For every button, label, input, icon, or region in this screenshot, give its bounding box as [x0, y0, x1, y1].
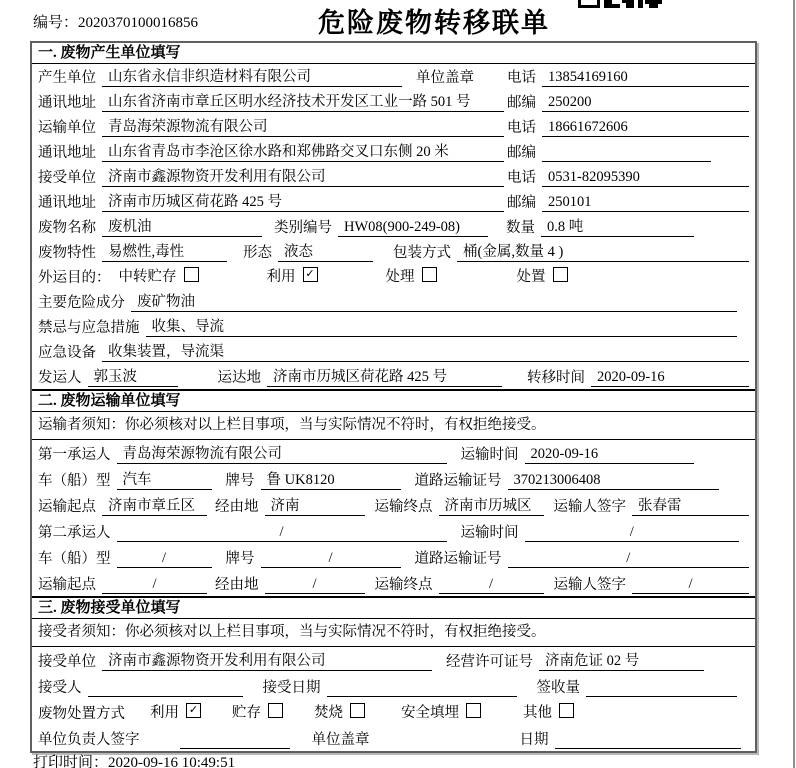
- transport-time-2-value: /: [525, 523, 740, 542]
- transport-address-label: 通讯地址: [38, 145, 96, 161]
- main-hazardous-components-label: 主要危险成分: [38, 295, 125, 311]
- row-producer-address: [32, 89, 755, 114]
- option-label: 焚烧: [314, 705, 343, 721]
- receiver-phone-group: [507, 166, 749, 187]
- unit-seal-label: 单位盖章: [416, 70, 474, 86]
- row-receiver-unit: [32, 164, 755, 189]
- receiver-person-label: 接受人: [38, 680, 82, 696]
- row-consignor: [32, 364, 755, 389]
- print-timestamp-value: 2020-09-16 10:49:51: [108, 755, 236, 768]
- qr-finder-pattern: [578, 0, 600, 8]
- checkbox-unchecked-icon: [422, 267, 437, 282]
- unit-seal-label: 单位盖章: [311, 732, 370, 748]
- road-permit-2-value: /: [508, 549, 750, 568]
- producer-postcode-group: [507, 91, 749, 112]
- purpose-option-utilize: [267, 267, 318, 287]
- checkbox-unchecked-icon: [350, 703, 365, 718]
- transport-phone-value: 18661672606: [542, 118, 749, 137]
- transport-time-label: 运输时间: [460, 447, 519, 463]
- option-label: 贮存: [232, 705, 261, 721]
- postcode-label: 邮编: [507, 195, 536, 211]
- section2-title: 二. 废物运输单位填写: [32, 389, 755, 412]
- producer-unit-label: 产生单位: [38, 70, 96, 86]
- consignor-label: 发运人: [38, 370, 82, 386]
- producer-phone-value: 13854169160: [542, 68, 749, 87]
- category-code-label: 类别编号: [274, 220, 332, 236]
- row-second-carrier: [32, 518, 755, 544]
- disposal-option-other: [523, 703, 574, 723]
- disposal-method-label: 废物处置方式: [38, 706, 125, 722]
- carrier-signature-label: 运输人签字: [553, 577, 626, 593]
- second-carrier-label: 第二承运人: [38, 525, 111, 541]
- endpoint-2-value: /: [439, 575, 544, 594]
- checkbox-unchecked-icon: [184, 267, 199, 282]
- receiver-address-label: 通讯地址: [38, 195, 96, 211]
- purpose-option-transit-storage: [119, 267, 199, 287]
- waste-name-value: 废机油: [102, 218, 262, 237]
- destination-value: 济南市历城区荷花路 425 号: [267, 368, 502, 387]
- taboo-emergency-measures-value: 收集、导流: [146, 318, 738, 337]
- transport-phone-group: [507, 116, 749, 137]
- row-route-2: [32, 570, 755, 596]
- option-label: 安全填埋: [401, 705, 459, 721]
- waste-characteristics-value: 易燃性,毒性: [102, 243, 227, 262]
- phone-label: 电话: [507, 70, 536, 86]
- phone-label: 电话: [507, 120, 536, 136]
- main-hazardous-components-value: 废矿物油: [131, 293, 737, 312]
- disposal-option-storage: [232, 703, 283, 723]
- endpoint-1-value: 济南市历城区: [439, 497, 544, 516]
- waste-name-label: 废物名称: [38, 220, 96, 236]
- road-permit-label: 道路运输证号: [414, 473, 502, 489]
- checkbox-checked-icon: ✓: [186, 703, 201, 718]
- emergency-equipment-label: 应急设备: [38, 345, 96, 361]
- packaging-value: 桶(金属,数量 4 ): [457, 243, 749, 262]
- row-route-1: [32, 492, 755, 518]
- operating-permit-value: 济南危证 02 号: [539, 652, 704, 671]
- receive-date-label: 接受日期: [262, 680, 321, 696]
- endpoint-label: 运输终点: [374, 499, 433, 515]
- row-receiver-address: [32, 189, 755, 214]
- document-number-label: 编号：: [33, 15, 79, 31]
- row-transport-address: [32, 139, 755, 164]
- transporter-notice: 运输者须知：你必须核对以上栏目事项，当与实际情况不符时，有权拒绝接受。: [32, 412, 755, 440]
- option-label: 利用: [266, 269, 296, 285]
- quantity-label: 数量: [506, 220, 535, 236]
- row-waste-name: [32, 214, 755, 239]
- receiver-postcode-group: [507, 191, 749, 212]
- row-vehicle-1: [32, 466, 755, 492]
- waste-characteristics-label: 废物特性: [38, 245, 96, 261]
- via-label: 经由地: [215, 577, 259, 593]
- option-label: 处置: [516, 269, 546, 285]
- row-transport-unit: [32, 114, 755, 139]
- disposal-option-secure-landfill: [401, 703, 481, 723]
- via-label: 经由地: [215, 499, 259, 515]
- plate-number-2-value: /: [261, 549, 401, 568]
- origin-label: 运输起点: [38, 577, 96, 593]
- section3-title: 三. 废物接受单位填写: [32, 596, 755, 619]
- qr-code-fragment: [578, 0, 662, 9]
- print-timestamp-label: 打印时间：: [33, 755, 109, 768]
- receiving-unit-value: 济南市鑫源物资开发利用有限公司: [102, 652, 432, 671]
- option-label: 利用: [150, 705, 179, 721]
- second-carrier-value: /: [117, 523, 447, 542]
- unit-head-signature-label: 单位负责人签字: [38, 732, 140, 748]
- disposal-option-incinerate: [314, 703, 365, 723]
- receiver-address-value: 济南市历城区荷花路 425 号: [102, 193, 504, 212]
- receiver-person-value: [88, 678, 243, 697]
- unit-head-signature-value: [180, 730, 290, 749]
- receiving-unit-label: 接受单位: [38, 654, 96, 670]
- row-transfer-purpose: [32, 264, 755, 289]
- vehicle-type-2-value: /: [117, 549, 212, 568]
- packaging-label: 包装方式: [393, 245, 451, 261]
- checkbox-checked-icon: ✓: [303, 267, 318, 282]
- carrier-signature-2-value: /: [632, 575, 749, 594]
- page-right-edge: [793, 0, 795, 768]
- category-code-value: HW08(900-249-08): [338, 218, 488, 237]
- received-quantity-label: 签收量: [536, 680, 580, 696]
- checkbox-unchecked-icon: [553, 267, 568, 282]
- quantity-value: 0.8 吨: [541, 218, 694, 237]
- via-2-value: /: [265, 575, 365, 594]
- transfer-purpose-label: 外运目的：: [38, 270, 111, 286]
- consignor-value: 郭玉波: [88, 368, 178, 387]
- date-value: [555, 730, 742, 749]
- producer-address-value: 山东省济南市章丘区明水经济技术开发区工业一路 501 号: [102, 93, 504, 112]
- receiver-unit-value: 济南市鑫源物资开发利用有限公司: [102, 168, 504, 187]
- producer-postcode-value: 250200: [542, 93, 749, 112]
- road-permit-1-value: 370213006408: [508, 471, 720, 490]
- date-label: 日期: [519, 732, 549, 748]
- purpose-option-dispose: [517, 267, 568, 287]
- checkbox-unchecked-icon: [268, 703, 283, 718]
- transport-unit-value: 青岛海荣源物流有限公司: [102, 118, 504, 137]
- row-producer-unit: [32, 64, 755, 89]
- receiver-notice: 接受者须知：你必须核对以上栏目事项，当与实际情况不符时，有权拒绝接受。: [32, 619, 755, 647]
- plate-number-1-value: 鲁 UK8120: [261, 471, 401, 490]
- destination-label: 运达地: [217, 370, 261, 386]
- first-carrier-label: 第一承运人: [38, 447, 111, 463]
- received-quantity-value: [586, 678, 737, 697]
- endpoint-label: 运输终点: [374, 577, 433, 593]
- print-timestamp: [33, 751, 235, 768]
- receive-date-value: [327, 678, 517, 697]
- row-unit-head-signature: [32, 725, 755, 751]
- postcode-label: 邮编: [507, 145, 536, 161]
- vehicle-type-label: 车（船）型: [38, 551, 111, 567]
- carrier-signature-1-value: 张春雷: [632, 497, 749, 516]
- option-label: 其他: [523, 705, 552, 721]
- road-permit-label: 道路运输证号: [414, 551, 502, 567]
- transport-postcode-group: [507, 141, 749, 162]
- transport-postcode-value: [542, 143, 711, 162]
- transport-time-1-value: 2020-09-16: [525, 445, 695, 464]
- vehicle-type-label: 车（船）型: [38, 473, 111, 489]
- row-disposal-method: [32, 699, 755, 725]
- row-waste-characteristics: [32, 239, 755, 264]
- origin-2-value: /: [102, 575, 207, 594]
- producer-unit-value: 山东省永信非织造材料有限公司: [102, 68, 402, 87]
- producer-phone-group: [507, 66, 749, 87]
- document-number: [33, 11, 198, 32]
- via-1-value: 济南: [265, 497, 365, 516]
- option-label: 中转贮存: [118, 269, 177, 285]
- disposal-option-utilize: [150, 703, 201, 723]
- row-main-hazardous-components: [32, 289, 755, 314]
- plate-number-label: 牌号: [225, 473, 255, 489]
- taboo-emergency-measures-label: 禁忌与应急措施: [38, 320, 140, 336]
- physical-form-label: 形态: [243, 245, 272, 261]
- purpose-option-treat: [386, 267, 437, 287]
- receiver-postcode-value: 250101: [542, 193, 749, 212]
- transport-time-label: 运输时间: [460, 525, 519, 541]
- physical-form-value: 液态: [278, 243, 373, 262]
- option-label: 处理: [385, 269, 415, 285]
- row-taboo-emergency-measures: [32, 314, 755, 339]
- row-vehicle-2: [32, 544, 755, 570]
- transport-unit-label: 运输单位: [38, 120, 96, 136]
- section1-title: 一. 废物产生单位填写: [32, 43, 755, 64]
- manifest-form-table: [30, 41, 757, 753]
- row-receiver-person: [32, 673, 755, 699]
- vehicle-type-1-value: 汽车: [117, 471, 212, 490]
- transfer-date-label: 转移时间: [527, 370, 585, 386]
- checkbox-unchecked-icon: [466, 703, 481, 718]
- checkbox-unchecked-icon: [559, 703, 574, 718]
- emergency-equipment-value: 收集装置，导流渠: [102, 343, 749, 362]
- producer-address-label: 通讯地址: [38, 95, 96, 111]
- receiver-phone-value: 0531-82095390: [542, 168, 749, 187]
- phone-label: 电话: [507, 170, 536, 186]
- plate-number-label: 牌号: [225, 551, 255, 567]
- row-receiving-unit: [32, 647, 755, 673]
- row-first-carrier: [32, 440, 755, 466]
- document-number-value: 2020370100016856: [78, 15, 199, 31]
- carrier-signature-label: 运输人签字: [553, 499, 626, 515]
- postcode-label: 邮编: [507, 95, 536, 111]
- transport-address-value: 山东省青岛市李沧区徐水路和郑佛路交叉口东侧 20 米: [102, 143, 504, 162]
- first-carrier-value: 青岛海荣源物流有限公司: [117, 445, 447, 464]
- origin-label: 运输起点: [38, 499, 96, 515]
- page-title: 危险废物转移联单: [318, 8, 550, 38]
- row-emergency-equipment: [32, 339, 755, 364]
- origin-1-value: 济南市章丘区: [102, 497, 207, 516]
- transfer-date-value: 2020-09-16: [591, 368, 749, 387]
- receiver-unit-label: 接受单位: [38, 170, 96, 186]
- operating-permit-label: 经营许可证号: [446, 654, 533, 670]
